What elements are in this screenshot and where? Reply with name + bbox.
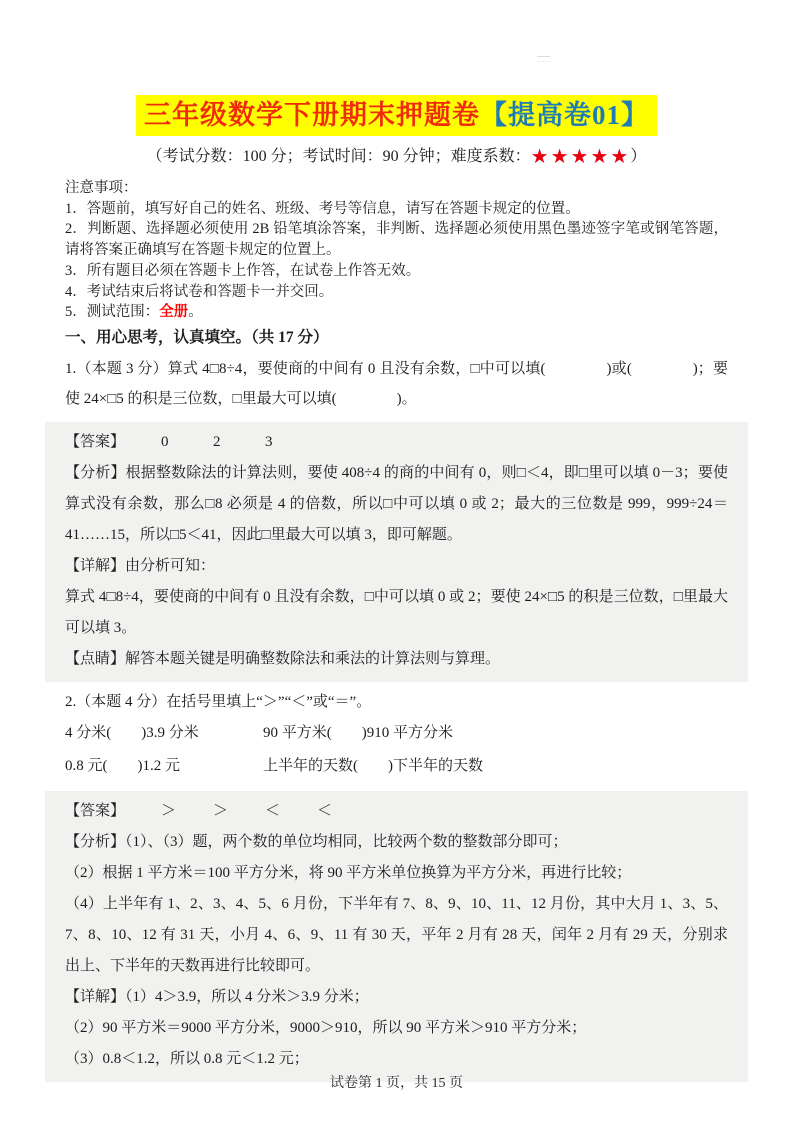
question-2-compare-row-2	[65, 750, 728, 783]
exam-meta-line	[0, 145, 793, 169]
page-body	[0, 178, 793, 1082]
question-1-solution-block	[45, 422, 748, 682]
answer-value: ＞	[161, 802, 177, 819]
difficulty-stars-icon: ★★★★★	[530, 146, 631, 168]
section-1-heading: 一、用心思考，认真填空。（共 17 分）	[65, 328, 329, 346]
answer-value: 2	[213, 433, 221, 450]
question-1-detail-intro: 【详解】由分析可知：	[65, 557, 216, 574]
question-2-detail-1: 【详解】（1）4＞3.9，所以 4 分米＞3.9 分米；	[65, 988, 369, 1005]
notice-item-5-prefix: 5．测试范围：	[65, 304, 160, 321]
notice-item-5	[65, 302, 728, 323]
notice-item-3: 3．所有题目必须在答题卡上作答，在试卷上作答无效。	[65, 262, 421, 279]
question-2-answer-row	[65, 796, 728, 827]
notice-item-4: 4．考试结束后将试卷和答题卡一并交回。	[65, 283, 334, 300]
question-2-analysis-2: （2）根据 1 平方米＝100 平方分米，将 90 平方米单位换算为平方分米，再进行比较；	[65, 864, 632, 881]
exam-meta-prefix: （考试分数：100 分；考试时间：90 分钟；难度系数：	[146, 148, 531, 165]
question-2-analysis-1: 【分析】（1）、（3）题，两个数的单位均相同，比较两个数的整数部分即可；	[65, 833, 568, 850]
question-1-text: 1.（本题 3 分）算式 4□8÷4，要使商的中间有 0 且没有余数，□中可以填( )或( )；要使 24×□5 的积是三位数，□里最大可以填( )。	[65, 360, 728, 407]
question-2-compare-row-1	[65, 717, 728, 750]
question-1-detail-body: 算式 4□8÷4，要使商的中间有 0 且没有余数，□中可以填 0 或 2；要使 24×□5 的积是三位数，□里最大可以填 3。	[65, 588, 728, 636]
question-2-text: 2.（本题 4 分）在括号里填上“＞”“＜”或“＝”。	[65, 693, 372, 710]
notice-item-1: 1．答题前，填写好自己的姓名、班级、考号等信息，请写在答题卡规定的位置。	[65, 200, 580, 217]
compare-item: 90 平方米( )910 平方分米	[263, 724, 453, 741]
answer-value: ＜	[265, 802, 281, 819]
notice-item-5-suffix: 。	[188, 304, 203, 321]
compare-item: 上半年的天数( )下半年的天数	[263, 757, 483, 774]
question-2-analysis-3: （4）上半年有 1、2、3、4、5、6 月份，下半年有 7、8、9、10、11、12 月份，其中大月 1、3、5、7、8、10、12 有 31 天，小月 4、6、9、11 有 30 天，平年 2 月有 28 天，闰年 2 月有 29 天，分别求出上、下半年的天数再进行比较即可。	[65, 895, 728, 974]
test-scope-value: 全册	[159, 304, 189, 321]
question-2-detail-2: （2）90 平方米＝9000 平方分米，9000＞910，所以 90 平方米＞910 平方分米；	[65, 1019, 587, 1036]
answer-value: ＜	[317, 802, 333, 819]
answer-value: ＞	[213, 802, 229, 819]
question-1-tip: 【点睛】解答本题关键是明确整数除法和乘法的计算法则与算理。	[65, 650, 501, 667]
question-2-solution-block	[45, 791, 748, 1082]
answer-label: 【答案】	[65, 433, 126, 450]
question-1-answer-row	[65, 427, 728, 458]
title-block	[0, 0, 793, 136]
question-1-analysis: 【分析】根据整数除法的计算法则，要使 408÷4 的商的中间有 0，则□＜4，即□里可以填 0－3；要使算式没有余数，那么□8 必须是 4 的倍数，所以□中可以填 0 或 2；最大的三位数是 999，999÷24＝41……15，所以□5＜41，因此□里最大可以填 3，即可解题。	[65, 464, 728, 543]
title-main-text: 三年级数学下册期末押题卷	[144, 100, 480, 130]
stray-mark-artifact	[537, 56, 550, 62]
notice-heading: 注意事项：	[65, 180, 138, 196]
title-edition-tag: 【提高卷01】	[480, 100, 649, 130]
answer-value: 0	[161, 433, 169, 450]
answer-value: 3	[265, 433, 273, 450]
answer-label: 【答案】	[65, 802, 126, 819]
compare-item: 0.8 元( )1.2 元	[65, 757, 180, 774]
highlighted-title	[136, 95, 657, 136]
exam-meta-suffix: ）	[630, 148, 647, 165]
notice-item-2: 2．判断题、选择题必须使用 2B 铅笔填涂答案，非判断、选择题必须使用黑色墨迹签字笔或钢笔答题，请将答案正确填写在答题卡规定的位置上。	[65, 221, 728, 259]
page-footer: 试卷第 1 页，共 15 页	[330, 1076, 463, 1091]
notice-section	[65, 178, 728, 323]
compare-item: 4 分米( )3.9 分米	[65, 724, 199, 741]
question-2-detail-3: （3）0.8＜1.2，所以 0.8 元＜1.2 元；	[65, 1050, 309, 1067]
